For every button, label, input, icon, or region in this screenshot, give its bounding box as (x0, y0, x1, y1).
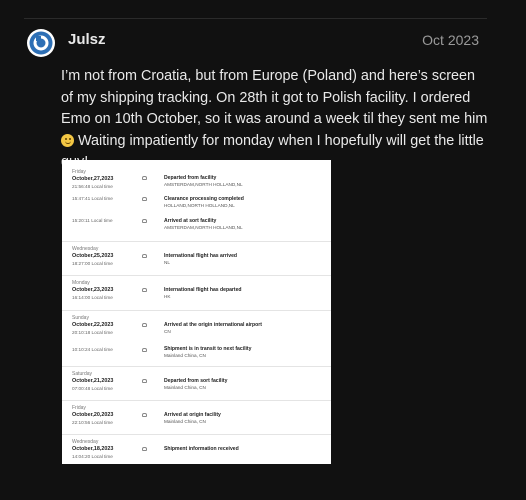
tracking-weekday: Wednesday (72, 246, 99, 252)
cloud-icon (142, 447, 147, 451)
tracking-weekday: Wednesday (72, 439, 99, 445)
tracking-day-group (62, 310, 331, 367)
tracking-weekday: Friday (72, 405, 86, 411)
tracking-event-location: AMSTERDAM,NORTH HOLLAND,NL (164, 225, 243, 230)
tracking-event-title: Arrived at the origin international airport (164, 322, 262, 328)
tracking-time: 16:14:00 Local time (72, 295, 113, 300)
slightly-smiling-face-icon (61, 134, 74, 147)
tracking-time: 20:10:18 Local time (72, 330, 113, 335)
post-date[interactable]: Oct 2023 (422, 32, 479, 48)
tracking-weekday: Friday (72, 169, 86, 175)
tracking-event-location: Mainland China, CN (164, 385, 206, 390)
tracking-event-title: Departed from facility (164, 175, 217, 181)
tracking-event-location: Mainland China, CN (164, 419, 206, 424)
tracking-time: 10:10:24 Local time (72, 347, 113, 352)
cloud-icon (142, 413, 147, 417)
tracking-time: 22:10:56 Local time (72, 420, 113, 425)
post-body-text: I’m not from Croatia, but from Europe (Poland) and here’s screen of my shipping tracking. On 28th it got to Polish facility. I ordered Emo on 10th October, so it was around a week til they sent me him (61, 68, 488, 127)
tracking-event-title: Shipment information received (164, 446, 239, 452)
tracking-day-group (62, 400, 331, 435)
cloud-icon (142, 379, 147, 383)
tracking-event-location: HK (164, 294, 171, 299)
tracking-date: October,23,2023 (72, 287, 114, 293)
tracking-time: 18:27:00 Local time (72, 261, 113, 266)
tracking-event-title: Clearance processing completed (164, 196, 244, 202)
cloud-icon (142, 254, 147, 258)
cloud-icon (142, 348, 147, 352)
tracking-date: October,20,2023 (72, 412, 114, 418)
tracking-time: 15:20:11 Local time (72, 218, 113, 223)
tracking-time: 14:04:20 Local time (72, 454, 113, 459)
tracking-event-location: Mainland China, CN (164, 353, 206, 358)
tracking-time: 21:56:48 Local time (72, 184, 113, 189)
cloud-icon (142, 323, 147, 327)
tracking-event-title: International flight has arrived (164, 253, 238, 259)
cloud-icon (142, 288, 147, 292)
tracking-event-location: AMSTERDAM,NORTH HOLLAND,NL (164, 182, 243, 187)
cloud-icon (142, 197, 147, 201)
tracking-event-location: CN (164, 329, 171, 334)
tracking-event-title: Shipment is in transit to next facility (164, 346, 252, 352)
post-body (61, 66, 491, 174)
post-body-text-end: Waiting impatiently for monday when I hopefully will get the little (77, 132, 484, 149)
tracking-weekday: Monday (72, 280, 90, 286)
tracking-event-location: HOLLAND,NORTH HOLLAND,NL (164, 203, 235, 208)
tracking-screenshot[interactable] (62, 160, 331, 464)
tracking-date: October,22,2023 (72, 322, 114, 328)
post-username[interactable]: Julsz (68, 31, 106, 48)
tracking-event-title: International flight has departed (164, 287, 242, 293)
avatar[interactable] (27, 29, 55, 57)
divider (24, 18, 487, 19)
tracking-weekday: Sunday (72, 315, 89, 321)
tracking-weekday: Saturday (72, 371, 93, 377)
tracking-event-location: NL (164, 260, 170, 265)
tracking-day-group (62, 275, 331, 311)
tracking-date: October,27,2023 (72, 176, 114, 182)
tracking-day-group (62, 241, 331, 276)
tracking-event-title: Arrived at sort facility (164, 218, 217, 224)
tracking-date: October,21,2023 (72, 378, 114, 384)
cloud-icon (142, 176, 147, 180)
tracking-time: 07:00:48 Local time (72, 386, 113, 391)
tracking-date: October,25,2023 (72, 253, 114, 259)
cloud-icon (142, 219, 147, 223)
tracking-day-group (62, 160, 331, 242)
avatar-logo-icon (27, 29, 55, 57)
tracking-day-group (62, 366, 331, 401)
tracking-day-group (62, 434, 331, 464)
tracking-event-title: Arrived at origin facility (164, 412, 221, 418)
tracking-event-title: Departed from sort facility (164, 378, 228, 384)
tracking-date: October,18,2023 (72, 446, 114, 452)
tracking-time: 15:47:41 Local time (72, 196, 113, 201)
